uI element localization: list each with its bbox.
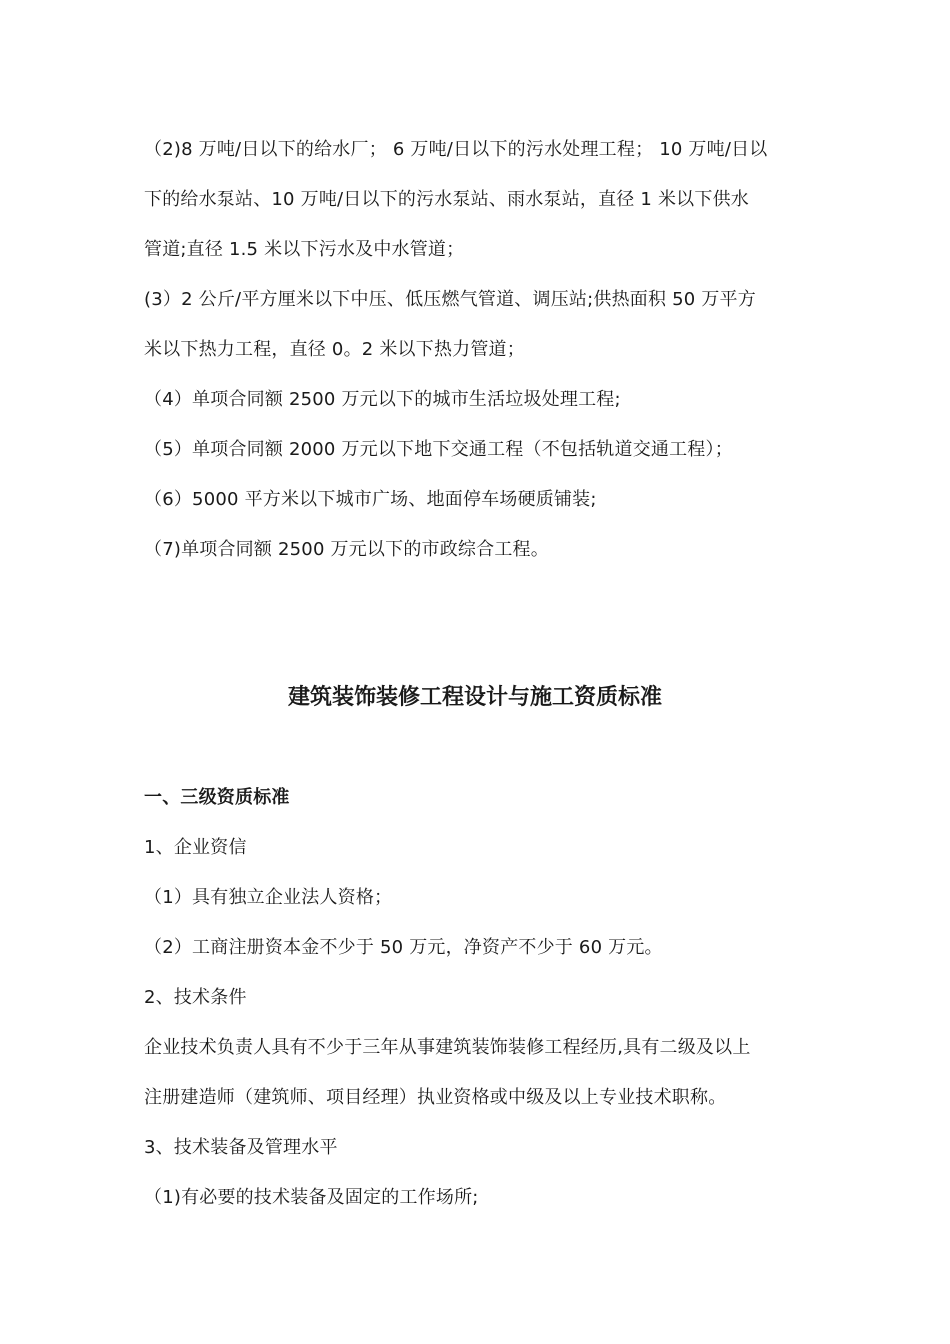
text-line: 1、企业资信 xyxy=(144,837,247,858)
text-line: （7)单项合同额 2500 万元以下的市政综合工程。 xyxy=(144,539,549,560)
text-line: （2)8 万吨/日以下的给水厂； 6 万吨/日以下的污水处理工程； 10 万吨/日以 xyxy=(144,139,768,160)
text-line: 米以下热力工程，直径 0。2 米以下热力管道； xyxy=(144,339,525,360)
text-line: 2、技术条件 xyxy=(144,987,247,1008)
text-line: （2）工商注册资本金不少于 50 万元，净资产不少于 60 万元。 xyxy=(144,937,663,958)
text-line: 企业技术负责人具有不少于三年从事建筑装饰装修工程经历,具有二级及以上 xyxy=(144,1037,751,1058)
text-line: （4）单项合同额 2500 万元以下的城市生活垃圾处理工程; xyxy=(144,389,621,410)
text-line: 注册建造师（建筑师、项目经理）执业资格或中级及以上专业技术职称。 xyxy=(144,1087,727,1108)
section-title: 建筑装饰装修工程设计与施工资质标准 xyxy=(287,685,662,710)
text-line: 下的给水泵站、10 万吨/日以下的污水泵站、雨水泵站，直径 1 米以下供水 xyxy=(144,189,749,210)
text-line: 3、技术装备及管理水平 xyxy=(144,1137,338,1158)
text-line: (3）2 公斤/平方厘米以下中压、低压燃气管道、调压站;供热面积 50 万平方 xyxy=(144,289,756,310)
text-line: （1)有必要的技术装备及固定的工作场所; xyxy=(144,1187,479,1208)
section-heading: 一、三级资质标准 xyxy=(144,787,290,808)
text-line: 管道;直径 1.5 米以下污水及中水管道； xyxy=(144,239,465,260)
text-line: （5）单项合同额 2000 万元以下地下交通工程（不包括轨道交通工程）； xyxy=(144,439,733,460)
text-line: （1）具有独立企业法人资格； xyxy=(144,887,393,908)
text-line: （6）5000 平方米以下城市广场、地面停车场硬质铺装; xyxy=(144,489,597,510)
